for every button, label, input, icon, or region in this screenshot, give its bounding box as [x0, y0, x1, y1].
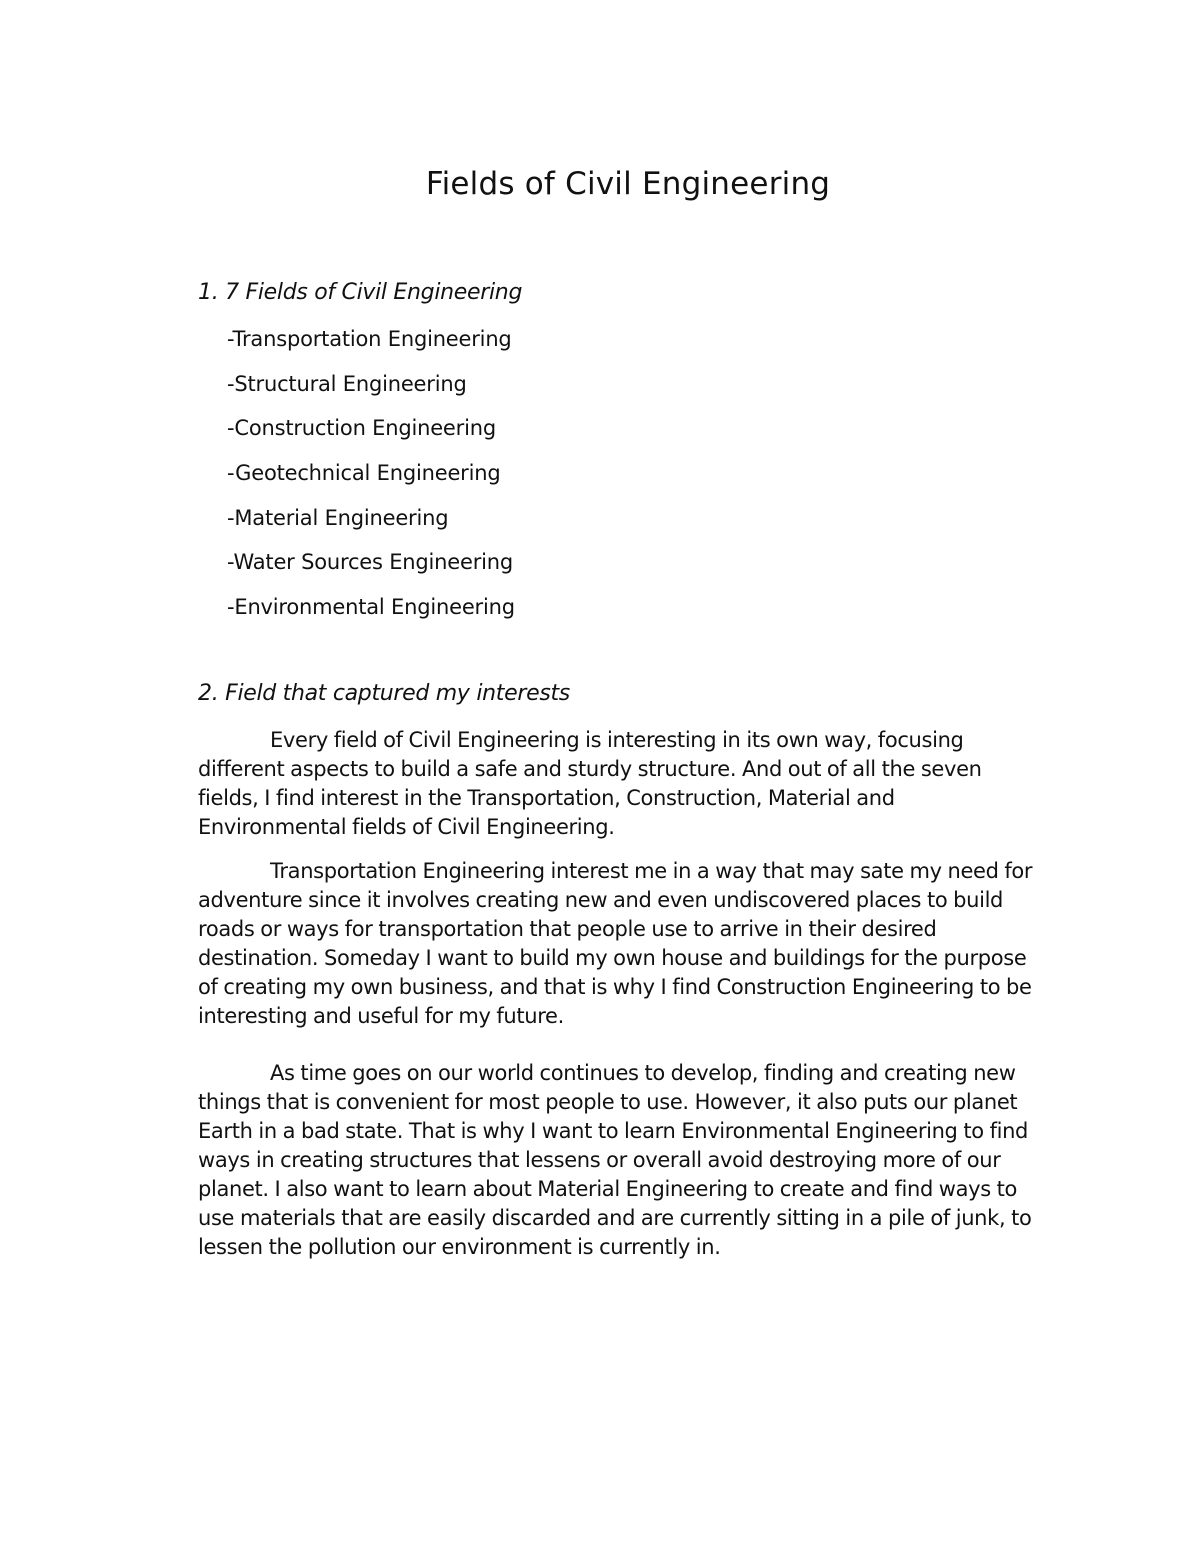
- body-paragraph: Every field of Civil Engineering is interesting in its own way, focusing different aspects to build a safe and sturdy structure. And out of all the seven fields, I find interest in the Transportation, Construction, Material and Environmental fields of Civil Engineering.: [198, 728, 982, 839]
- body-paragraph: As time goes on our world continues to develop, finding and creating new things that is convenient for most people to use. However, it also puts our planet Earth in a bad state. That is why I want to learn Environmental Engineering to find ways in creating structures that lessens or overall avoid destroying more of our planet. I also want to learn about Material Engineering to create and find ways to use materials that are easily discarded and are currently sitting in a pile of junk, to lessen the pollution our environment is currently in.: [198, 1061, 1032, 1259]
- list-item: -Construction Engineering: [227, 416, 496, 441]
- section-heading-interests: 2. Field that captured my interests: [198, 681, 570, 706]
- fields-list: [227, 326, 515, 639]
- document-title: Fields of Civil Engineering: [425, 166, 831, 202]
- list-item: -Geotechnical Engineering: [227, 461, 501, 486]
- section-heading-fields: 1. 7 Fields of Civil Engineering: [198, 280, 523, 305]
- list-item: -Material Engineering: [227, 505, 449, 530]
- body-paragraph: Transportation Engineering interest me in a way that may sate my need for adventure since it involves creating new and even undiscovered places to build roads or ways for transportation that people use to arrive in their desired destination. Someday I want to build my own house and buildings for the purpose of creating my own business, and that is why I find Construction Engineering to be interesting and useful for my future.: [198, 859, 1033, 1028]
- list-item: -Structural Engineering: [227, 371, 467, 396]
- list-item: -Environmental Engineering: [227, 595, 515, 620]
- list-item: -Water Sources Engineering: [227, 550, 514, 575]
- list-item: -Transportation Engineering: [227, 327, 512, 351]
